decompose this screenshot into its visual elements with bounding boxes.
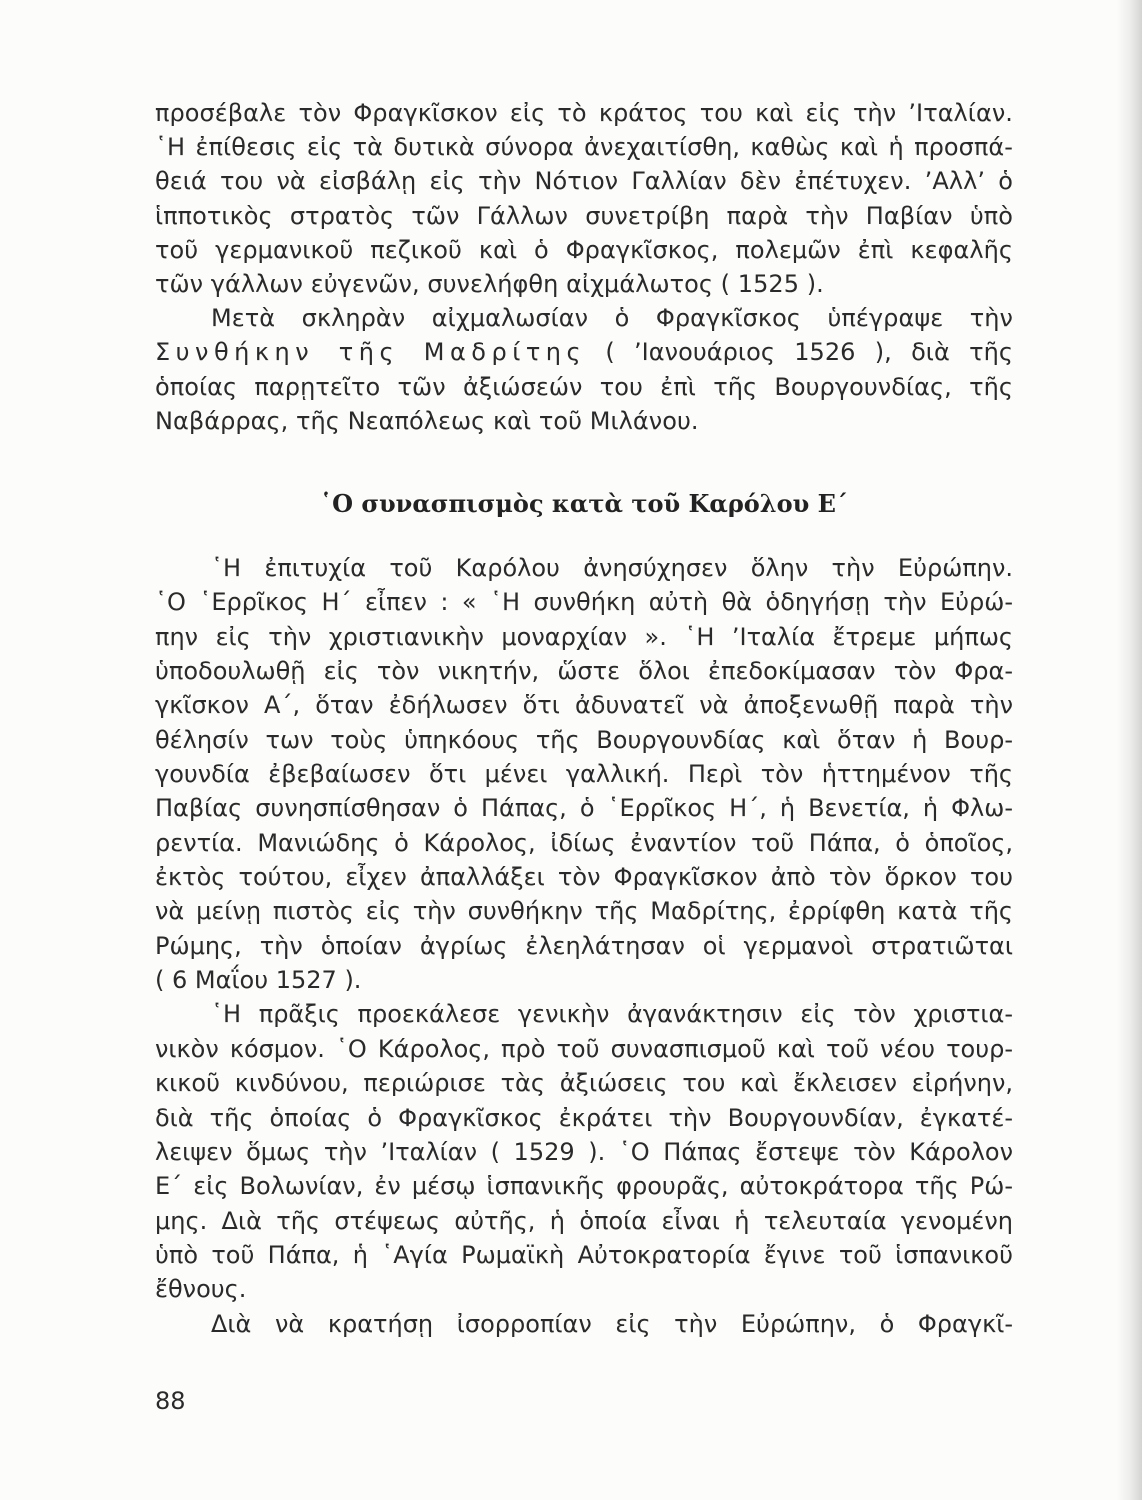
text-line: Διὰ νὰ κρατήσῃ ἰσορροπίαν εἰς τὴν Εὐρώπην, ὁ Φραγκῖ-	[211, 1309, 1013, 1338]
text-line: ῾Η πρᾶξις προεκάλεσε γενικὴν ἀγανάκτησιν εἰς τὸν χριστια-	[211, 1000, 1013, 1029]
text-line: ὑπὸ τοῦ Πάπα, ἡ ῾Αγία Ρωμαϊκὴ Αὐτοκρατορία ἔγινε τοῦ ἱσπανικοῦ	[155, 1240, 1013, 1269]
text-line: ῾Η ἐπιτυχία τοῦ Καρόλου ἀνησύχησεν ὅλην τὴν Εὐρώπην.	[211, 554, 1013, 582]
text-line: θέλησίν των τοὺς ὑπηκόους τῆς Βουργουνδίας καὶ ὅταν ἡ Βουρ-	[155, 725, 1013, 754]
text-line: Ε΄ εἰς Βολωνίαν, ἐν μέσῳ ἱσπανικῆς φρουρᾶς, αὐτοκράτορα τῆς Ρώ-	[155, 1172, 1013, 1201]
text-line: γουνδία ἐβεβαίωσεν ὅτι μένει γαλλική. Περὶ τὸν ἡττημένον τῆς	[155, 760, 1013, 789]
text-line: πην εἰς τὴν χριστιανικὴν μοναρχίαν ». ῾Η ’Ιταλία ἔτρεμε μήπως	[155, 622, 1013, 651]
text-line: Μετὰ σκληρὰν αἰχμαλωσίαν ὁ Φραγκῖσκος ὑπέγραψε τὴν	[211, 304, 1013, 333]
text-line: ἐκτὸς τούτου, εἶχεν ἀπαλλάξει τὸν Φραγκῖσκον ἀπὸ τὸν ὅρκον του	[155, 863, 1013, 892]
text-line: διὰ τῆς ὁποίας ὁ Φραγκῖσκος ἐκράτει τὴν Βουργουνδίαν, ἐγκατέ-	[155, 1103, 1013, 1132]
text-line: Παβίας συνησπίσθησαν ὁ Πάπας, ὁ ῾Ερρῖκος Η΄, ἡ Βενετία, ἡ Φλω-	[155, 794, 1013, 823]
treaty-name: Συνθήκην τῆς Μαδρίτης	[155, 338, 587, 367]
treaty-date: ( ’Ιανουάριος 1526 ), διὰ τῆς	[605, 338, 1013, 367]
text-line: τοῦ γερμανικοῦ πεζικοῦ καὶ ὁ Φραγκῖσκος, πολεμῶν ἐπὶ κεφαλῆς	[155, 235, 1013, 264]
text-line: Ρώμης, τὴν ὁποίαν ἀγρίως ἐλεηλάτησαν οἱ γερμανοὶ στρατιῶται	[155, 931, 1013, 960]
text-line: μης. Διὰ τῆς στέψεως αὐτῆς, ἡ ὁποία εἶναι ἡ τελευταία γενομένη	[155, 1206, 1013, 1235]
text-line: γκῖσκον Α΄, ὅταν ἐδήλωσεν ὅτι ἀδυνατεῖ νὰ ἀποξενωθῇ παρὰ τὴν	[155, 691, 1013, 720]
page-number: 88	[155, 1387, 186, 1415]
text-line: ῾Η ἐπίθεσις εἰς τὰ δυτικὰ σύνορα ἀνεχαιτίσθη, καθὼς καὶ ἡ προσπά-	[155, 133, 1013, 162]
text-line: ῾Ο ῾Ερρῖκος Η΄ εἶπεν : « ῾Η συνθήκη αὐτὴ θὰ ὁδηγήσῃ τὴν Εὐρώ-	[155, 588, 1013, 617]
text-line: ὑποδουλωθῇ εἰς τὸν νικητήν, ὥστε ὅλοι ἐπεδοκίμασαν τὸν Φρα-	[155, 657, 1013, 686]
text-line: λειψεν ὅμως τὴν ’Ιταλίαν ( 1529 ). ῾Ο Πάπας ἔστεψε τὸν Κάρολον	[155, 1137, 1013, 1166]
section1-text	[155, 96, 1013, 438]
text-line: ἔθνους.	[155, 1275, 247, 1304]
text-line: ρεντία. Μανιώδης ὁ Κάρολος, ἰδίως ἐναντίον τοῦ Πάπα, ὁ ὁποῖος,	[155, 828, 1013, 857]
text-line: νικὸν κόσμον. ῾Ο Κάρολος, πρὸ τοῦ συνασπισμοῦ καὶ τοῦ νέου τουρ-	[155, 1034, 1013, 1063]
section-heading: ῾Ο συνασπισμὸς κατὰ τοῦ Καρόλου Ε΄	[320, 489, 848, 518]
section2-text	[155, 551, 1013, 1341]
text-line: θειά του νὰ εἰσβάλῃ εἰς τὴν Νότιον Γαλλίαν δὲν ἐπέτυχεν. ’Αλλ’ ὁ	[155, 167, 1013, 196]
text-line: νὰ μείνῃ πιστὸς εἰς τὴν συνθήκην τῆς Μαδρίτης, ἐρρίφθη κατὰ τῆς	[155, 897, 1013, 926]
text-line: κικοῦ κινδύνου, περιώρισε τὰς ἀξιώσεις του καὶ ἔκλεισεν εἰρήνην,	[155, 1069, 1013, 1098]
text-line: Ναβάρρας, τῆς Νεαπόλεως καὶ τοῦ Μιλάνου.	[155, 406, 699, 435]
text-line: τῶν γάλλων εὐγενῶν, συνελήφθη αἰχμάλωτος ( 1525 ).	[155, 270, 824, 299]
text-line: ἱππoτικὸς στρατὸς τῶν Γάλλων συνετρίβη παρὰ τὴν Παβίαν ὑπὸ	[155, 201, 1013, 230]
page-edge-shadow	[1116, 0, 1142, 1500]
treaty-line	[155, 335, 1013, 369]
text-line: ( 6 Μαΐου 1527 ).	[155, 966, 362, 995]
text-line: ὁποίας παρῃτεῖτο τῶν ἀξιώσεών του ἐπὶ τῆς Βουργουνδίας, τῆς	[155, 372, 1013, 401]
text-line: προσέβαλε τὸν Φραγκῖσκον εἰς τὸ κράτος του καὶ εἰς τὴν ’Ιταλίαν.	[155, 99, 1013, 127]
